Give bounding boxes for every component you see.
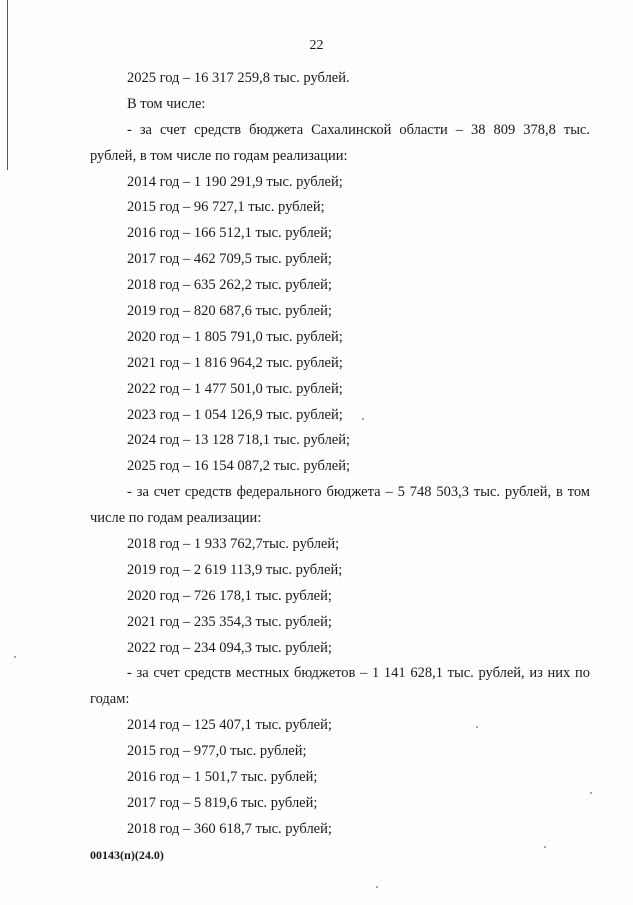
scan-speck	[376, 886, 378, 888]
text-line: - за счет средств местных бюджетов – 1 141 628,1 тыс. рублей, из них по	[127, 665, 590, 682]
scan-speck	[362, 418, 364, 420]
text-line: 2018 год – 635 262,2 тыс. рублей;	[127, 277, 332, 294]
text-line: 2018 год – 1 933 762,7тыс. рублей;	[127, 536, 340, 553]
text-line: - за счет средств бюджета Сахалинской области – 38 809 378,8 тыс.	[127, 121, 590, 138]
text-line: 2022 год – 1 477 501,0 тыс. рублей;	[127, 380, 343, 397]
text-line: 2023 год – 1 054 126,9 тыс. рублей;	[127, 406, 343, 423]
text-line: числе по годам реализации:	[90, 510, 262, 527]
text-line: 2021 год – 1 816 964,2 тыс. рублей;	[127, 354, 343, 371]
text-line: 2021 год – 235 354,3 тыс. рублей;	[127, 613, 332, 630]
text-line: 2022 год – 234 094,3 тыс. рублей;	[127, 639, 332, 656]
text-line: 2018 год – 360 618,7 тыс. рублей;	[127, 820, 332, 837]
text-line: 2016 год – 1 501,7 тыс. рублей;	[127, 769, 318, 786]
text-line: 2019 год – 820 687,6 тыс. рублей;	[127, 303, 332, 320]
text-line: 2019 год – 2 619 113,9 тыс. рублей;	[127, 561, 343, 578]
text-line: - за счет средств федерального бюджета – 5 748 503,3 тыс. рублей, в том	[127, 484, 590, 501]
text-line: 2015 год – 96 727,1 тыс. рублей;	[127, 199, 325, 216]
text-line: 2014 год – 1 190 291,9 тыс. рублей;	[127, 173, 343, 190]
text-line: годам:	[90, 691, 130, 708]
document-body	[90, 66, 590, 843]
document-code: 00143(п)(24.0)	[90, 848, 164, 862]
text-line: 2017 год – 462 709,5 тыс. рублей;	[127, 251, 332, 268]
scan-speck	[590, 792, 592, 794]
scan-edge-line	[7, 0, 8, 170]
text-line: 2015 год – 977,0 тыс. рублей;	[127, 743, 307, 760]
scan-speck	[476, 726, 478, 728]
text-line: 2014 год – 125 407,1 тыс. рублей;	[127, 717, 332, 734]
text-line: 2025 год – 16 154 087,2 тыс. рублей;	[127, 458, 351, 475]
scan-speck	[544, 846, 546, 848]
text-line: 2020 год – 726 178,1 тыс. рублей;	[127, 587, 332, 604]
page-number: 22	[309, 38, 324, 53]
text-line: 2025 год – 16 317 259,8 тыс. рублей.	[127, 70, 350, 86]
text-line: 2024 год – 13 128 718,1 тыс. рублей;	[127, 432, 351, 449]
text-line: рублей, в том числе по годам реализации:	[90, 147, 348, 164]
text-line: 2020 год – 1 805 791,0 тыс. рублей;	[127, 328, 343, 345]
text-line: 2017 год – 5 819,6 тыс. рублей;	[127, 794, 318, 811]
text-line: 2016 год – 166 512,1 тыс. рублей;	[127, 225, 332, 242]
text-line: В том числе:	[127, 95, 206, 112]
scan-speck	[14, 656, 16, 658]
